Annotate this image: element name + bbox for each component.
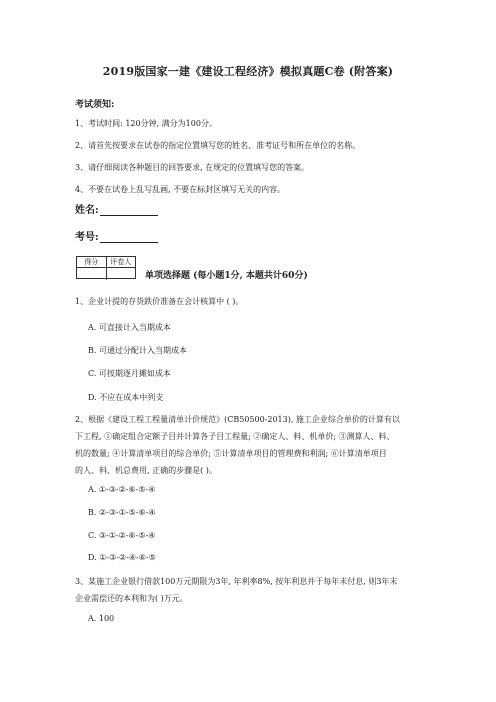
score-header: 得分 [77,257,107,267]
section-title: 单项选择题 (每小题1分, 本题共计60分) [145,271,308,281]
exam-number-field[interactable] [75,228,158,243]
question-text: 下工程, ①确定组合定额子目并计算各子目工程量; ②确定人、料、机单价; ③测算人、料、 [75,432,395,441]
question-text: 机的数量; ④计算清单项目的综合单价; ⑤计算清单项目的管理费和利润; ⑥计算清单项目 [75,449,387,458]
answer-option[interactable]: B. ②-③-①-⑤-⑥-④ [88,508,156,517]
name-underline[interactable] [100,205,158,216]
answer-option[interactable]: C. 可按期逐月摊如成本 [88,369,171,378]
notice-item: 4、不要在试卷上乱写乱画, 不要在标封区填写无关的内容。 [75,185,286,194]
score-cell[interactable] [77,268,107,280]
answer-option[interactable]: A. ①-③-②-⑥-⑤-④ [88,485,156,494]
question-text: 的人、料、机总费用, 正确的步骤是( )。 [75,466,217,475]
grader-cell[interactable] [107,268,136,280]
answer-option[interactable]: C. ③-①-②-⑥-⑤-④ [88,531,156,540]
question-text: 3、某施工企业银行借款100万元期限为3年, 年利率8%, 按年利息并于每年末付息, 则3年末 [75,577,398,586]
name-label: 姓名: [75,205,99,216]
notice-item: 1、考试时间: 120分钟, 满分为100分。 [75,119,217,128]
question-text: 2、根据《建设工程工程量清单计价规范》(CB50500-2013), 施工企业综合单价的计算有以 [75,415,400,424]
score-box [76,256,136,279]
page-title: 2019版国家一建《建设工程经济》模拟真题C卷 (附答案) [102,65,394,78]
grader-header: 评卷人 [110,258,132,266]
answer-option[interactable]: B. 可通过分配计入当期成本 [88,346,187,355]
question-text: 企业需偿还的本利和为( )万元。 [75,594,188,603]
answer-option[interactable]: D. 不应在成本中列支 [88,393,164,402]
notice-item: 2、请首先按要求在试卷的指定位置填写您的姓名、准考证号和所在单位的名称。 [75,141,361,150]
name-field[interactable] [75,201,158,216]
question-text: 1、企业计提的存货跌价准备在会计核算中 ( )。 [75,297,244,306]
answer-option[interactable]: A. 100 [88,614,115,623]
answer-option[interactable]: A. 可直接计入当期成本 [88,323,171,332]
exam-number-underline[interactable] [100,232,158,243]
notice-item: 3、请仔细阅读各种题目的回答要求, 在规定的位置填写您的答案。 [75,163,310,172]
exam-number-label: 考号: [75,232,99,243]
answer-option[interactable]: D. ①-③-②-④-⑥-⑤ [88,553,156,562]
notice-heading: 考试须知: [75,100,115,110]
